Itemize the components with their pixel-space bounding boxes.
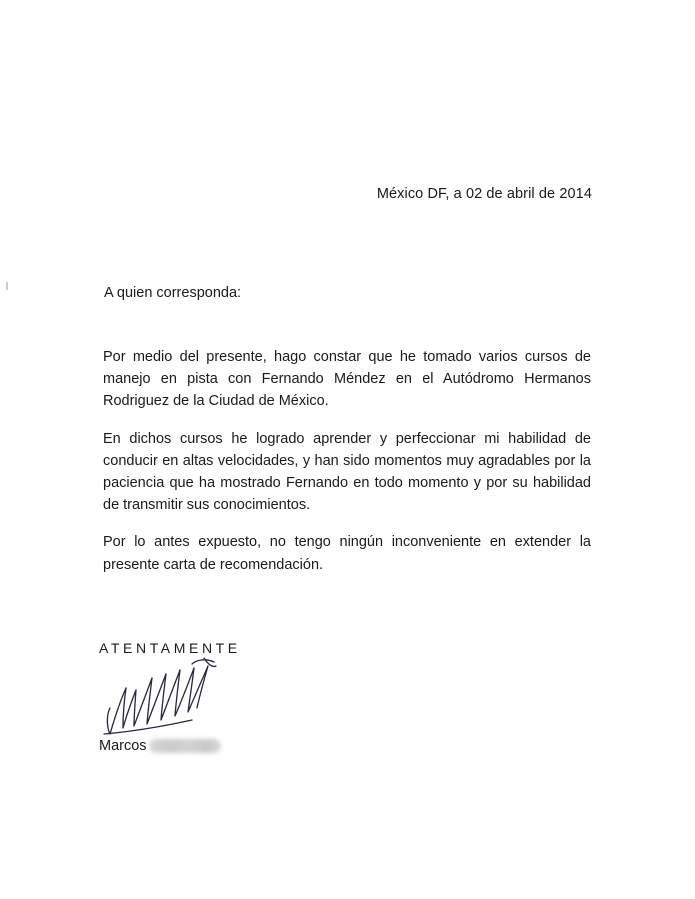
signer-name: Marcos xyxy=(99,738,147,754)
redacted-surname xyxy=(149,739,221,753)
closing: ATENTAMENTE xyxy=(99,640,241,656)
letter-body xyxy=(103,346,591,591)
salutation: A quien corresponda: xyxy=(104,285,242,301)
handwritten-signature xyxy=(96,654,226,740)
date-line: México DF, a 02 de abril de 2014 xyxy=(376,186,592,202)
body-paragraph: En dichos cursos he logrado aprender y perfeccionar mi habilidad de conducir en altas velocidades, y han sido momentos muy agradables por la paciencia que ha mostrado Fernando en todo momento y por su habilidad de transmitir sus conocimientos. xyxy=(103,430,591,514)
scan-artifact xyxy=(6,282,8,290)
body-paragraph: Por lo antes expuesto, no tengo ningún inconveniente en extender la presente carta de recomendación. xyxy=(103,534,591,573)
signer xyxy=(99,738,221,754)
body-paragraph: Por medio del presente, hago constar que he tomado varios cursos de manejo en pista con Fernando Méndez en el Autódromo Hermanos Rodriguez de la Ciudad de México. xyxy=(103,349,591,410)
